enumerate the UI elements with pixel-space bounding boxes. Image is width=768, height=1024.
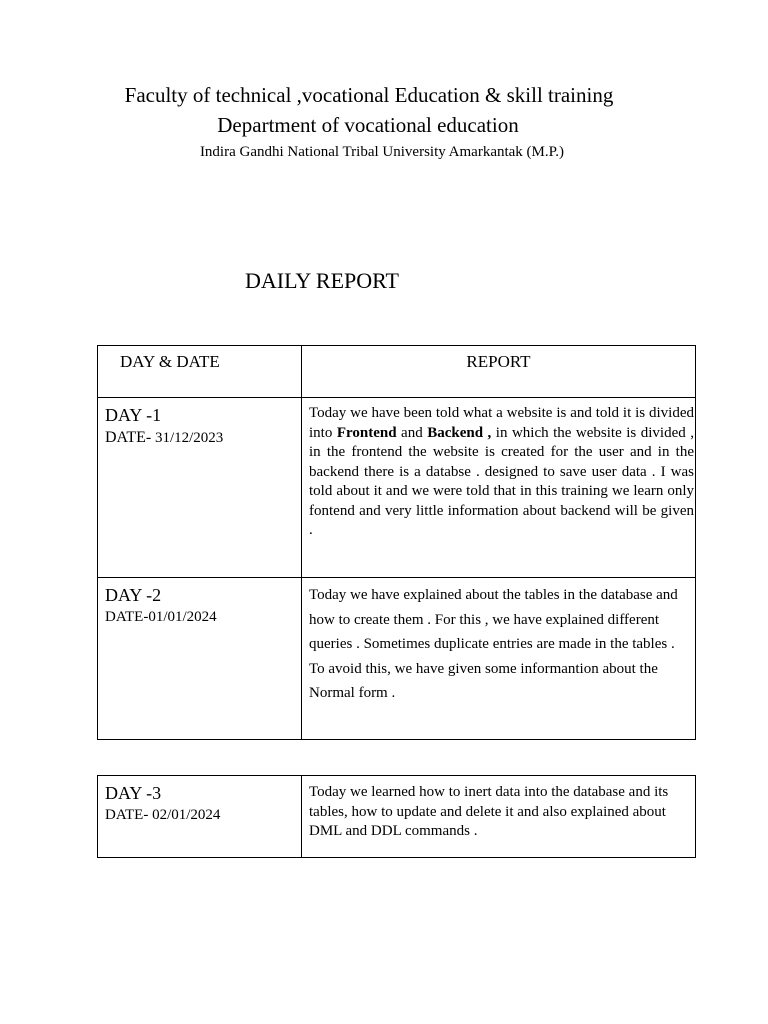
date-prefix: DATE- (105, 429, 152, 446)
daily-report-table-continued (97, 775, 696, 858)
report-text: in which the website is divided , in the frontend the website is created for the user and in the backend there is a databse . designed to save user data . I was told about it and we were told that in this training we learn only fontend and very little information about backend will be given . (309, 424, 694, 538)
report-cell: Today we learned how to inert data into the database and its tables, how to update and delete it and also explained about DML and DDL commands . (302, 776, 696, 858)
date-label: DATE- 02/01/2024 (105, 807, 221, 823)
report-title: DAILY REPORT (245, 268, 399, 293)
faculty-heading: Faculty of technical ,vocational Education & skill training (124, 83, 614, 107)
daily-report-table (97, 345, 696, 740)
report-keyword-frontend: Frontend (336, 424, 397, 441)
day-date-cell (98, 398, 302, 578)
date-value: 31/12/2023 (151, 430, 224, 446)
date-label: DATE-01/01/2024 (105, 609, 217, 625)
table-row (98, 398, 696, 578)
report-cell (302, 398, 696, 578)
table-row (98, 776, 696, 858)
report-cell: Today we have explained about the tables in the database and how to create them . For this , we have explained different queries . Sometimes duplicate entries are made in the tables . To avoid this, we have given some informantion about the Normal form . (302, 578, 696, 740)
report-keyword-backend: Backend , (427, 424, 492, 441)
date-label (105, 426, 301, 450)
report-text: and (396, 424, 428, 441)
university-heading: Indira Gandhi National Tribal University Amarkantak (M.P.) (199, 144, 565, 160)
day-label: DAY -3 (105, 783, 162, 803)
column-header-report: REPORT (302, 346, 696, 398)
column-header-day-date: DAY & DATE (98, 346, 302, 398)
table-header-row (98, 346, 696, 398)
day-date-cell (98, 776, 302, 858)
report-text: Today we have been told what a website is and told it is divided into (309, 405, 694, 441)
table-row (98, 578, 696, 740)
day-label: DAY -1 (105, 405, 162, 425)
day-date-cell (98, 578, 302, 740)
department-heading: Department of vocational education (217, 113, 519, 137)
day-label: DAY -2 (105, 585, 162, 605)
